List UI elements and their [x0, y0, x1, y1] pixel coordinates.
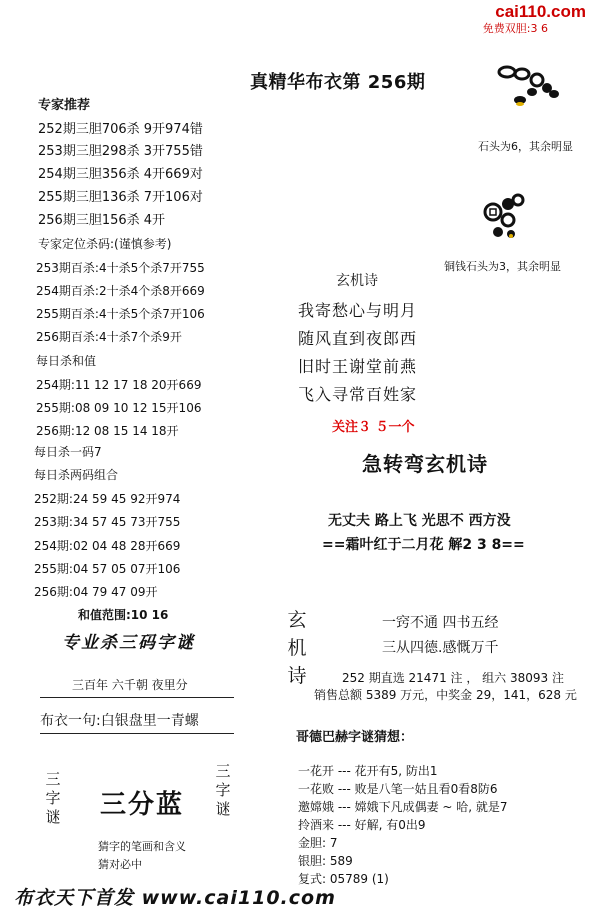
sum-line: 256期:12 08 15 14 18开	[36, 424, 179, 438]
gd-title: 哥德巴赫字谜猜想：	[296, 730, 414, 745]
gd-line: 邀嫦娥 --- 嫦娥下凡成偶妻 ~ 哈, 就是7	[298, 800, 508, 814]
riddle-title: 专业杀三码字谜	[62, 633, 195, 653]
xjs-line: 三从四德.感慨万千	[382, 640, 499, 656]
brand-logo-text: cai110.com	[495, 2, 586, 21]
sum-title: 每日杀和值	[36, 354, 97, 368]
poem-line: 我寄愁心与明月	[298, 301, 418, 320]
sales-line: 252 期直选 21471 注 ， 组六 38093 注	[342, 671, 564, 685]
sales-line: 销售总额 5389 万元，中奖金 29，141，628 元	[314, 688, 577, 702]
expert-title: 专家推荐	[38, 98, 91, 113]
gd-line: 拎酒来 --- 好解, 有0出9	[298, 818, 426, 832]
sum-line: 254期:11 12 17 18 20开669	[36, 378, 202, 392]
expert-line: 253期三胆298杀 3开755错	[38, 144, 203, 159]
riddle-hint: 猜字的笔画和含义	[98, 840, 186, 853]
position-title: 专家定位杀码:(谨慎参考)	[38, 237, 172, 251]
coins-caption: 铜钱石头为3，其余明显	[444, 260, 561, 273]
position-line: 253期百杀:4十杀5个杀7开755	[36, 261, 205, 275]
expert-line: 255期三胆136杀 7开106对	[38, 190, 203, 205]
poem-line: 旧时王谢堂前燕	[298, 357, 418, 376]
coins-illustration	[478, 192, 538, 244]
buyi-line: 布衣一句:白银盘里一青螺	[40, 713, 199, 729]
gd-line: 银胆: 589	[298, 854, 353, 868]
expert-line: 254期三胆356杀 4开669对	[38, 167, 203, 182]
gd-line: 复式: 05789 (1)	[298, 872, 389, 886]
stones-caption: 石头为6，其余明显	[478, 140, 573, 153]
riddle-hint: 猜对必中	[98, 858, 142, 871]
poem-line: 飞入寻常百姓家	[298, 385, 418, 404]
two-code-line: 254期:02 04 48 28开669	[34, 539, 181, 553]
gd-line: 金胆: 7	[298, 836, 338, 850]
position-line: 254期百杀:2十杀4个杀8开669	[36, 284, 205, 298]
expert-line: 252期三胆706杀 9开974错	[38, 122, 203, 137]
two-code-line: 255期:04 57 05 07开106	[34, 562, 181, 576]
turn-line: 无丈夫 路上飞 光思不 西方没	[328, 513, 511, 529]
kill-one: 每日杀一码7	[34, 445, 102, 459]
page-title: 真精华布衣第 256期	[250, 72, 426, 93]
position-line: 256期百杀:4十杀7个杀9开	[36, 330, 182, 344]
gd-line: 一花败 --- 败是八笔一姑且看0看8防6	[298, 782, 498, 796]
position-line: 255期百杀:4十杀5个杀7开106	[36, 307, 205, 321]
stones-illustration	[492, 62, 572, 122]
xjs-side: 玄机诗	[287, 609, 307, 687]
sum-line: 255期:08 09 10 12 15开106	[36, 401, 202, 415]
sum-range: 和值范围:10 16	[78, 608, 169, 622]
poem-line: 随风直到夜郎西	[298, 329, 418, 348]
turn-line: ==霜叶红于二月花 解2 3 8==	[322, 537, 525, 553]
divider	[40, 733, 234, 734]
riddle-line: 三百年 六千朝 夜里分	[72, 678, 188, 692]
footer-banner: 布衣天下首发 www.cai110.com	[14, 887, 336, 909]
two-code-line: 252期:24 59 45 92开974	[34, 492, 181, 506]
gd-line: 一花开 --- 花开有5, 防出1	[298, 764, 438, 778]
focus-note: 关注３ ５一个	[332, 420, 415, 435]
xuanji-title: 玄机诗	[336, 273, 378, 289]
riddle-side-right: 三字谜	[215, 762, 231, 818]
free-hint: 免费双胆:3 6	[482, 22, 548, 35]
turn-title: 急转弯玄机诗	[362, 452, 488, 476]
divider	[40, 697, 234, 698]
riddle-side-left: 三字谜	[45, 770, 61, 826]
expert-line: 256期三胆156杀 4开	[38, 213, 166, 228]
two-code-line: 253期:34 57 45 73开755	[34, 515, 181, 529]
two-code-line: 256期:04 79 47 09开	[34, 585, 158, 599]
riddle-center: 三分蓝	[100, 790, 185, 820]
xjs-line: 一窍不通 四书五经	[382, 615, 499, 631]
two-code-title: 每日杀两码组合	[34, 468, 119, 482]
